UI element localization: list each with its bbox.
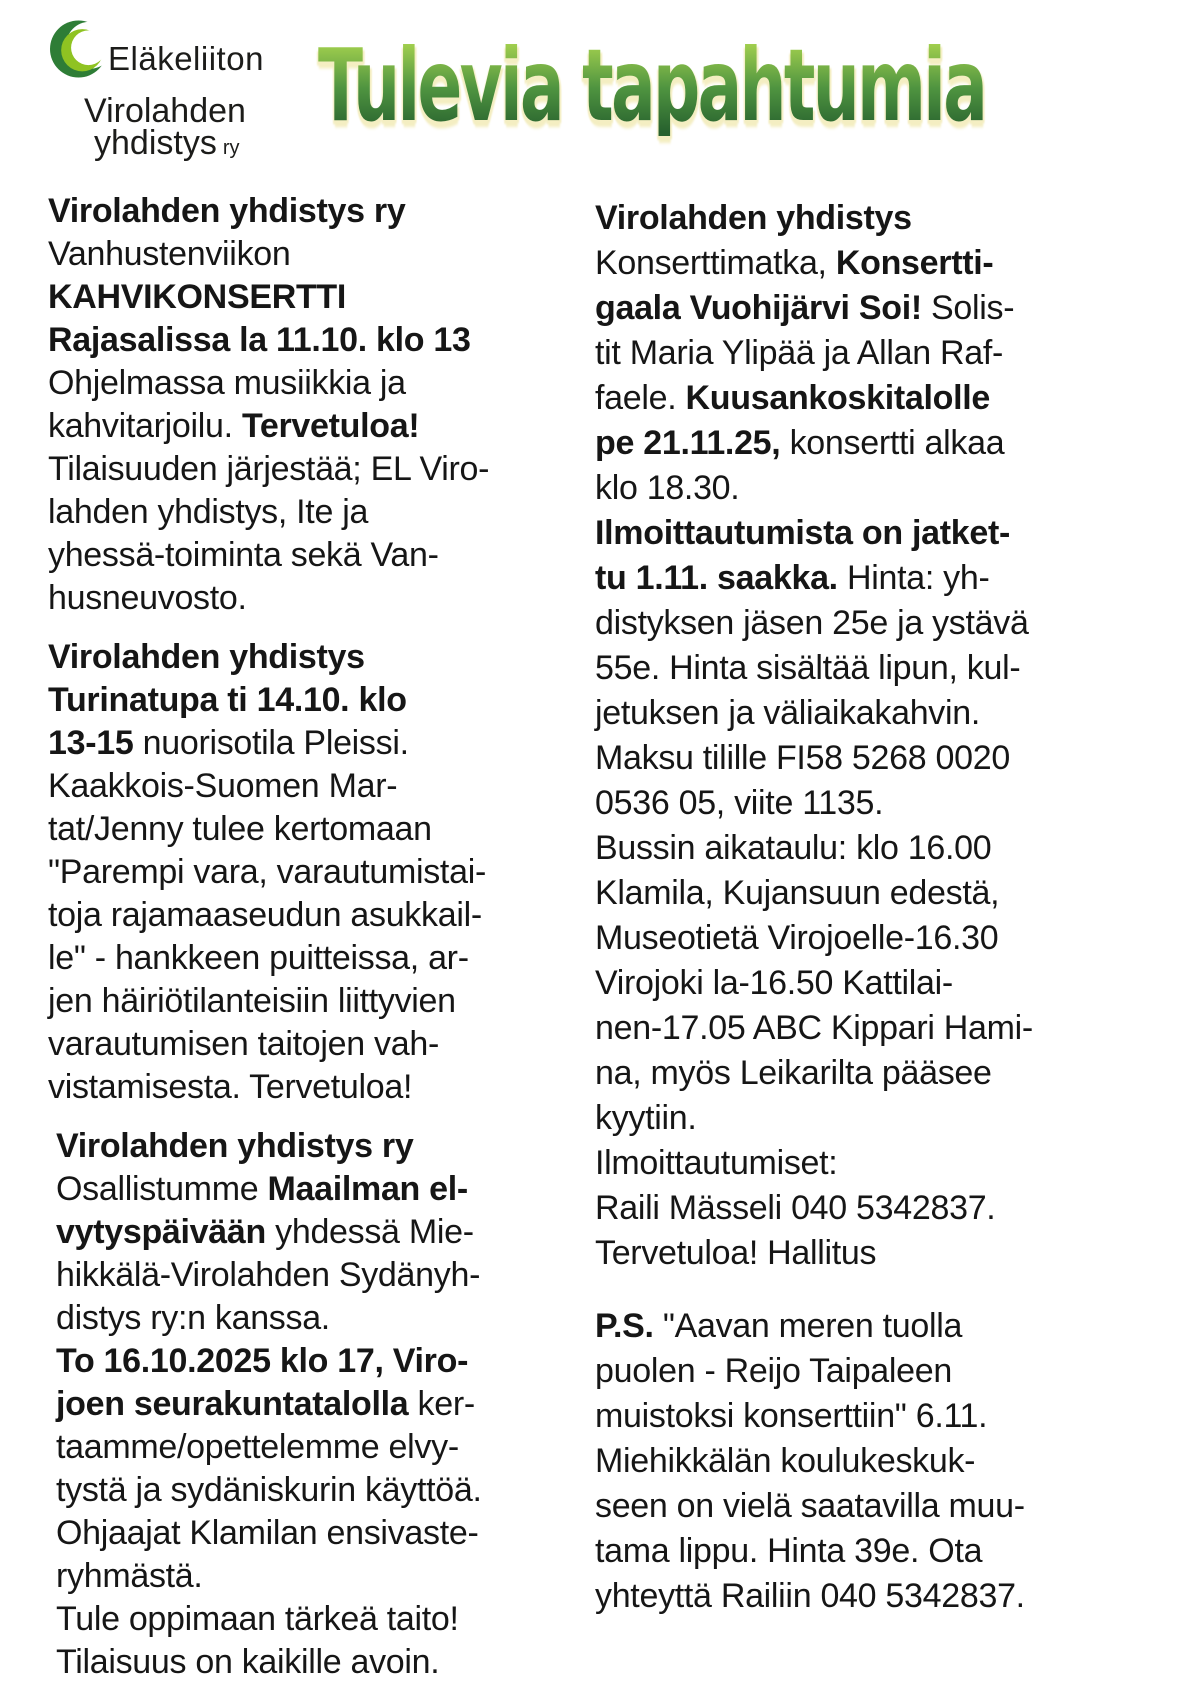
text-line: yhessä-toiminta sekä Van- xyxy=(48,536,439,574)
text-line: Museotietä Virojoelle-16.30 xyxy=(595,919,999,957)
text-line: Virolahden yhdistys xyxy=(48,638,365,676)
text-line: vytyspäivään yhdessä Mie- xyxy=(56,1213,474,1251)
event-section xyxy=(48,636,563,1109)
text-line: yhteyttä Railiin 040 5342837. xyxy=(595,1577,1025,1615)
text-line: 55e. Hinta sisältää lipun, kul- xyxy=(595,649,1021,687)
elakeliitto-logo-icon xyxy=(50,16,112,82)
event-section xyxy=(56,1125,563,1684)
text-line: tystä ja sydäniskurin käyttöä. xyxy=(56,1471,482,1509)
text-line: hikkälä-Virolahden Sydänyh- xyxy=(56,1256,481,1294)
text-line: tu 1.11. saakka. Hinta: yh- xyxy=(595,559,990,597)
text-line: distys ry:n kanssa. xyxy=(56,1299,330,1337)
text-line: pe 21.11.25, konsertti alkaa xyxy=(595,424,1005,462)
column-right xyxy=(595,196,1175,1619)
text-line: 13-15 nuorisotila Pleissi. xyxy=(48,724,409,762)
text-line: Rajasalissa la 11.10. klo 13 xyxy=(48,321,471,359)
text-line: taamme/opettelemme elvy- xyxy=(56,1428,459,1466)
text-line: jetuksen ja väliaikakahvin. xyxy=(595,694,981,732)
text-line: Virojoki la-16.50 Kattilai- xyxy=(595,964,953,1002)
text-line: Virolahden yhdistys xyxy=(595,199,912,237)
text-line: Bussin aikataulu: klo 16.00 xyxy=(595,829,992,867)
text-line: muistoksi konserttiin" 6.11. xyxy=(595,1397,988,1435)
chapter-name-line1: Virolahden xyxy=(84,92,246,130)
text-line: Osallistumme Maailman el- xyxy=(56,1170,468,1208)
text-line: distyksen jäsen 25e ja ystävä xyxy=(595,604,1029,642)
text-line: Tervetuloa! Hallitus xyxy=(595,1234,877,1272)
chapter-suffix: ry xyxy=(222,137,240,159)
org-name: Eläkeliiton xyxy=(108,40,264,77)
text-line: faele. Kuusankoskitalolle xyxy=(595,379,990,417)
text-line: To 16.10.2025 klo 17, Viro- xyxy=(56,1342,469,1380)
text-line: klo 18.30. xyxy=(595,469,740,507)
text-line: "Parempi vara, varautumistai- xyxy=(48,853,486,891)
text-line: Vanhustenviikon xyxy=(48,235,291,273)
text-line: KAHVIKONSERTTI xyxy=(48,278,347,316)
event-section xyxy=(595,1304,1175,1619)
text-line: Ohjelmassa musiikkia ja xyxy=(48,364,406,402)
text-line: Ohjaajat Klamilan ensivaste- xyxy=(56,1514,479,1552)
text-line: Turinatupa ti 14.10. klo xyxy=(48,681,407,719)
text-line: P.S. "Aavan meren tuolla xyxy=(595,1307,963,1345)
text-line: husneuvosto. xyxy=(48,579,247,617)
text-line: tat/Jenny tulee kertomaan xyxy=(48,810,432,848)
text-line: kahvitarjoilu. Tervetuloa! xyxy=(48,407,420,445)
text-line: joen seurakuntatalolla ker- xyxy=(56,1385,475,1423)
text-line: Tilaisuus on kaikille avoin. xyxy=(56,1643,440,1681)
text-line: Ilmoittautumista on jatket- xyxy=(595,514,1011,552)
text-line: toja rajamaaseudun asukkail- xyxy=(48,896,482,934)
text-line: na, myös Leikarilta pääsee xyxy=(595,1054,992,1092)
text-line: lahden yhdistys, Ite ja xyxy=(48,493,369,531)
text-line: kyytiin. xyxy=(595,1099,697,1137)
text-line: Tule oppimaan tärkeä taito! xyxy=(56,1600,459,1638)
text-line: tit Maria Ylipää ja Allan Raf- xyxy=(595,334,1004,372)
text-line: Kaakkois-Suomen Mar- xyxy=(48,767,398,805)
text-line: Maksu tilille FI58 5268 0020 xyxy=(595,739,1010,777)
event-section xyxy=(48,190,563,620)
page-title: Tulevia tapahtumia xyxy=(318,27,986,144)
text-line: jen häiriötilanteisiin liittyvien xyxy=(48,982,456,1020)
text-line: 0536 05, viite 1135. xyxy=(595,784,884,822)
text-line: varautumisen taitojen vah- xyxy=(48,1025,439,1063)
text-line: vistamisesta. Tervetuloa! xyxy=(48,1068,413,1106)
chapter-name-word: yhdistys xyxy=(94,124,217,162)
text-line: nen-17.05 ABC Kippari Hami- xyxy=(595,1009,1033,1047)
text-line: ryhmästä. xyxy=(56,1557,203,1595)
text-line: Raili Mässeli 040 5342837. xyxy=(595,1189,996,1227)
text-line: le" - hankkeen puitteissa, ar- xyxy=(48,939,469,977)
logo-inner-crescent xyxy=(61,29,103,71)
text-line: seen on vielä saatavilla muu- xyxy=(595,1487,1025,1525)
text-line: Virolahden yhdistys ry xyxy=(56,1127,414,1165)
text-line: Tilaisuuden järjestää; EL Viro- xyxy=(48,450,490,488)
event-section xyxy=(595,196,1175,1276)
text-line: gaala Vuohijärvi Soi! Solis- xyxy=(595,289,1015,327)
text-line: Konserttimatka, Konsertti- xyxy=(595,244,994,282)
text-line: Miehikkälän koulukeskuk- xyxy=(595,1442,976,1480)
column-left xyxy=(48,190,563,1684)
chapter-name-line2 xyxy=(94,124,240,163)
text-line: Klamila, Kujansuun edestä, xyxy=(595,874,1000,912)
text-line: Virolahden yhdistys ry xyxy=(48,192,406,230)
text-line: tama lippu. Hinta 39e. Ota xyxy=(595,1532,983,1570)
text-line: Ilmoittautumiset: xyxy=(595,1144,838,1182)
text-line: puolen - Reijo Taipaleen xyxy=(595,1352,952,1390)
